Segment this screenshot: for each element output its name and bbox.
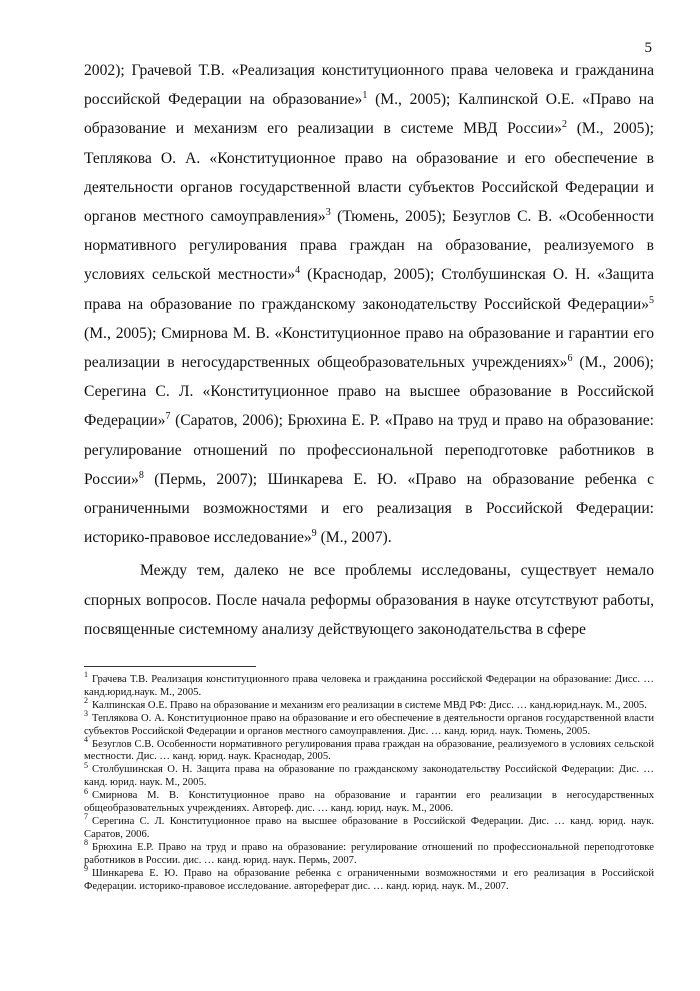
footnote-text: Смирнова М. В. Конституционное право на образование и гарантии его реализации в негосударственных общеобразовательных учреждениях. Автореф. дис. … канд. юрид. наук. М., 2006. [84,790,654,815]
footnotes-section [84,670,654,893]
footnote-reference-5: 5 [649,294,654,306]
footnote-reference-8: 8 [138,469,144,481]
body-text-segment: (Краснодар, 2005); Столбушинская О. Н. «Защита права на образование по гражданскому законодательству Российской Федерации» [84,266,655,313]
paragraph-unresolved-problems: Между тем, далеко не все проблемы исследованы, существует немало спорных вопросов. После начала реформы образования в науке отсутствуют работы, посвященные системному анализу действующего законодательства в сфере [84,562,654,638]
footnote-number: 9 [84,864,88,874]
footnote-number: 4 [84,735,88,744]
footnote-number: 3 [84,709,88,719]
footnote-3 [84,709,654,739]
footnote-text: Калпинская О.Е. Право на образование и механизм его реализации в системе МВД РФ: Дисс. … канд.юрид.наук. М., 2005. [92,699,647,711]
footnote-number: 8 [84,838,88,848]
footnote-9 [84,864,654,894]
body-text-segment: (М., 2005); Теплякова О. А. «Конституционное право на образование и его обеспечение в деятельности органов государственной власти субъектов Российской Федерации и органов местного самоуправления» [84,120,654,226]
footnote-text: Брюхина Е.Р. Право на труд и право на образование: регулирование отношений по профессиональной переподготовке работников в России. дис. … канд. юрид. наук. Пермь, 2007. [84,841,654,866]
body-text-segment: (М., 2005); Смирнова М. В. «Конституционное право на образование и гарантии его реализации в негосударственных общеобразовательных учреждениях» [84,324,654,372]
body-text-segment: (М., 2007). [316,529,392,547]
footnote-reference-1: 1 [362,90,368,102]
body-text-segment: (Пермь, 2007); Шинкарева Е. Ю. «Право на образование ребенка с ограниченными возможностями и его реализация в Российской Федерации: историко-правовое исследование» [84,470,654,547]
footnote-number: 5 [84,760,88,770]
footnote-reference-4: 4 [295,265,301,277]
footnote-reference-6: 6 [567,352,573,364]
footnote-number: 6 [84,786,88,796]
page-number: 5 [644,40,652,56]
body-text-segment: (М., 2005); Калпинской О.Е. «Право на образование и механизм его реализации в системе МВД России» [84,91,654,138]
body-text-segment: (Саратов, 2006); Брюхина Е. Р. «Право на труд и право на образование: регулирование отношений по профессиональной переподготовке работников в России» [84,412,654,488]
footnote-reference-3: 3 [325,206,331,218]
footnote-4 [84,735,654,765]
body-text-segment: (Тюмень, 2005); Безуглов С. В. «Особенности нормативного регулирования права граждан на образование, реализуемого в условиях сельской местности» [84,208,654,284]
footnote-6 [84,786,654,816]
footnote-text: Грачева Т.В. Реализация конституционного права человека и гражданина российской Федерации на образование: Дисс. … канд.юрид.наук. М., 2005. [84,674,654,698]
footnote-number: 7 [84,812,88,822]
footnote-number: 2 [84,696,88,706]
footnote-text: Шинкарева Е. Ю. Право на образование ребенка с ограниченными возможностями и его реализация в Российской Федерации. историко-правовое исследование. автореферат дис. … канд. юрид. наук. М., 2007. [84,867,654,892]
body-text [84,56,654,644]
footnote-separator [84,666,256,667]
footnote-reference-7: 7 [165,411,171,423]
footnote-number: 1 [84,670,88,680]
footnote-7 [84,812,654,842]
footnote-text: Серегина С. Л. Конституционное право на высшее образование в Российской Федерации. Дис. … канд. юрид. наук. Саратов, 2006. [84,815,654,840]
footnote-reference-2: 2 [561,119,567,131]
body-text-segment: (М., 2006); Серегина С. Л. «Конституционное право на высшее образование в Российской Федерации» [84,354,654,430]
footnote-8 [84,838,654,868]
body-text-segment: 2002); Грачевой Т.В. «Реализация конституционного права человека и гражданина российской Федерации на образование» [84,62,654,109]
footnote-reference-9: 9 [311,528,317,540]
footnote-text: Столбушинская О. Н. Защита права на образование по гражданскому законодательству Российской Федерации: Дис. … канд. юрид. наук. М., 2005. [84,764,654,789]
footnote-text: Безуглов С.В. Особенности нормативного регулирования права граждан на образование, реализуемого в условиях сельской местности. Дис. … канд. юрид. наук. Краснодар, 2005. [84,738,654,763]
footnote-text: Теплякова О. А. Конституционное право на образование и его обеспечение в деятельности органов государственной власти субъектов Российской Федерации и органов местного самоуправления. Дис. … канд. юрид. наук. Тюмень, 2005. [84,712,654,737]
footnote-1 [84,670,654,700]
footnote-2 [84,696,654,713]
paragraph-literature-review [84,56,654,552]
footnote-5 [84,760,654,790]
